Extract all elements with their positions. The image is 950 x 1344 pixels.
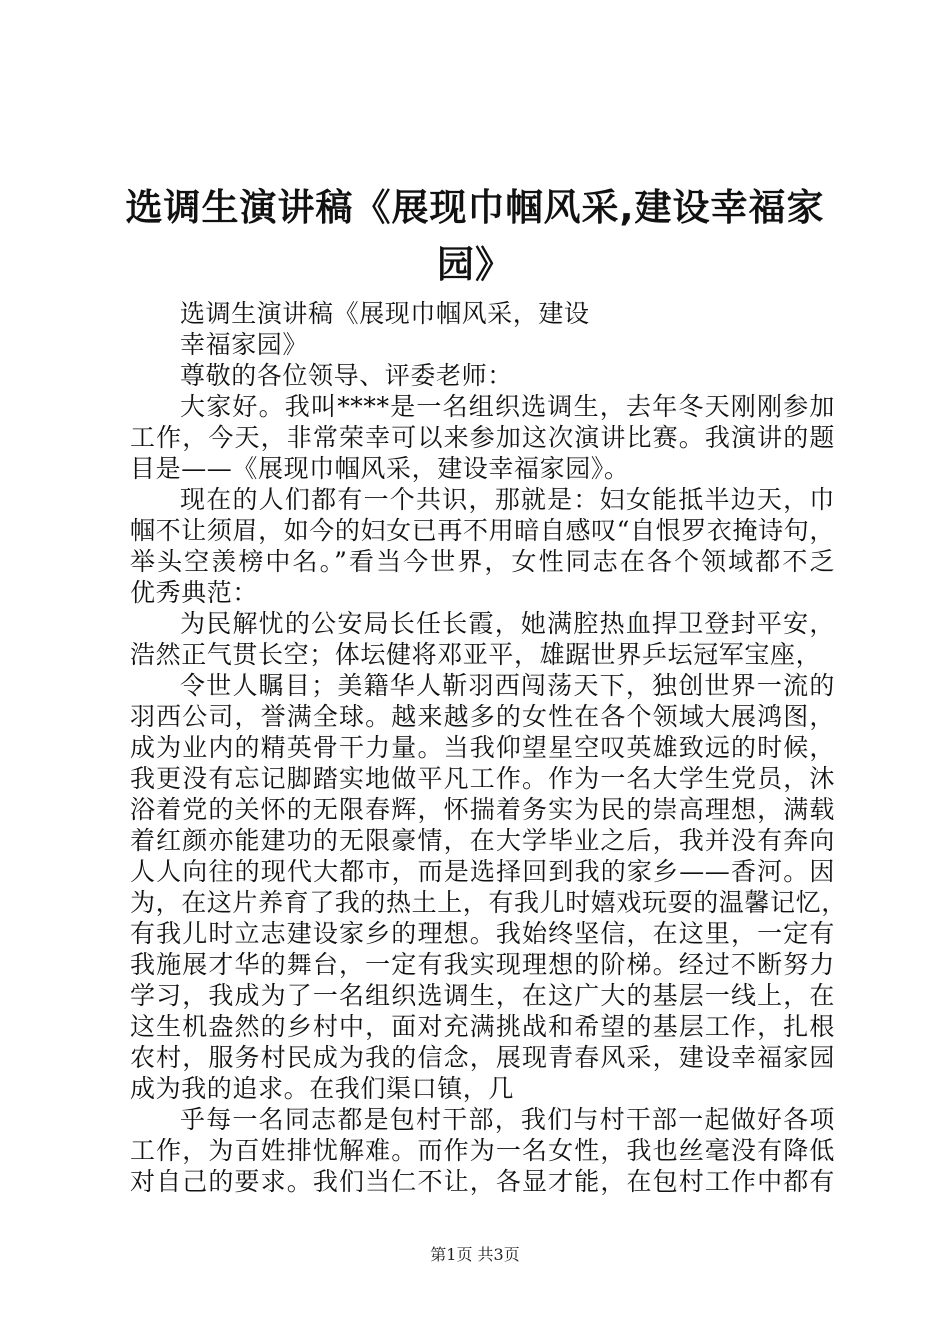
body-text-line: 浩然正气贯长空；体坛健将邓亚平，雄踞世界乒坛冠军宝座， <box>130 640 822 669</box>
body-text-line: 乎每一名同志都是包村干部，我们与村干部一起做好各项 <box>180 1105 835 1134</box>
body-text-line: 选调生演讲稿《展现巾帼风采，建设 <box>180 299 590 328</box>
document-title-line-2: 园》 <box>437 243 513 286</box>
body-text-line: 帼不让须眉，如今的妇女已再不用暗自感叹“自恨罗衣掩诗句， <box>130 516 835 545</box>
body-text-line: 幸福家园》 <box>180 330 309 359</box>
body-text-line: 尊敬的各位领导、评委老师： <box>180 361 513 390</box>
body-text-line: 学习，我成为了一名组织选调生，在这广大的基层一线上，在 <box>130 981 835 1010</box>
body-text-line: 我更没有忘记脚踏实地做平凡工作。作为一名大学生党员，沐 <box>130 764 835 793</box>
body-text-line: 有我儿时立志建设家乡的理想。我始终坚信，在这里，一定有 <box>130 919 835 948</box>
body-text-line: 成为我的追求。在我们渠口镇，几 <box>130 1074 515 1103</box>
body-text-line: 对自己的要求。我们当仁不让，各显才能，在包村工作中都有 <box>130 1167 835 1196</box>
body-text-line: 羽西公司，誉满全球。越来越多的女性在各个领域大展鸿图， <box>130 702 835 731</box>
body-text-line: 令世人瞩目；美籍华人靳羽西闯荡天下，独创世界一流的 <box>180 671 835 700</box>
body-text-line: 人人向往的现代大都市，而是选择回到我的家乡——香河。因 <box>130 857 835 886</box>
body-text-line: 工作，今天，非常荣幸可以来参加这次演讲比赛。我演讲的题 <box>130 423 835 452</box>
body-text-line: 举头空羡榜中名。”看当今世界，女性同志在各个领域都不乏 <box>130 547 835 576</box>
body-text-line: 目是——《展现巾帼风采，建设幸福家园》。 <box>130 454 630 483</box>
body-text-line: 大家好。我叫****是一名组织选调生，去年冬天刚刚参加 <box>180 392 835 421</box>
body-text-line: 现在的人们都有一个共识，那就是：妇女能抵半边天，巾 <box>180 485 835 514</box>
body-text-line: 浴着党的关怀的无限春辉，怀揣着务实为民的崇高理想，满载 <box>130 795 835 824</box>
body-text-line: 优秀典范： <box>130 578 259 607</box>
body-text-line: 为民解忧的公安局长任长霞，她满腔热血捍卫登封平安， <box>180 609 835 638</box>
body-text-line: 这生机盎然的乡村中，面对充满挑战和希望的基层工作，扎根 <box>130 1012 835 1041</box>
body-text-line: 农村，服务村民成为我的信念，展现青春风采，建设幸福家园 <box>130 1043 835 1072</box>
page-footer: 第1页 共3页 <box>430 1245 520 1264</box>
body-text-line: 着红颜亦能建功的无限豪情，在大学毕业之后，我并没有奔向 <box>130 826 835 855</box>
document-body <box>130 298 847 1197</box>
body-text-line: 成为业内的精英骨干力量。当我仰望星空叹英雄致远的时候， <box>130 733 835 762</box>
body-text-line: 为，在这片养育了我的热土上，有我儿时嬉戏玩耍的温馨记忆， <box>130 888 847 917</box>
body-text-line: 我施展才华的舞台，一定有我实现理想的阶梯。经过不断努力 <box>130 950 835 979</box>
body-text-line: 工作，为百姓排忧解难。而作为一名女性，我也丝毫没有降低 <box>130 1136 835 1165</box>
document-title-line-1: 选调生演讲稿《展现巾帼风采,建设幸福家 <box>125 186 825 229</box>
